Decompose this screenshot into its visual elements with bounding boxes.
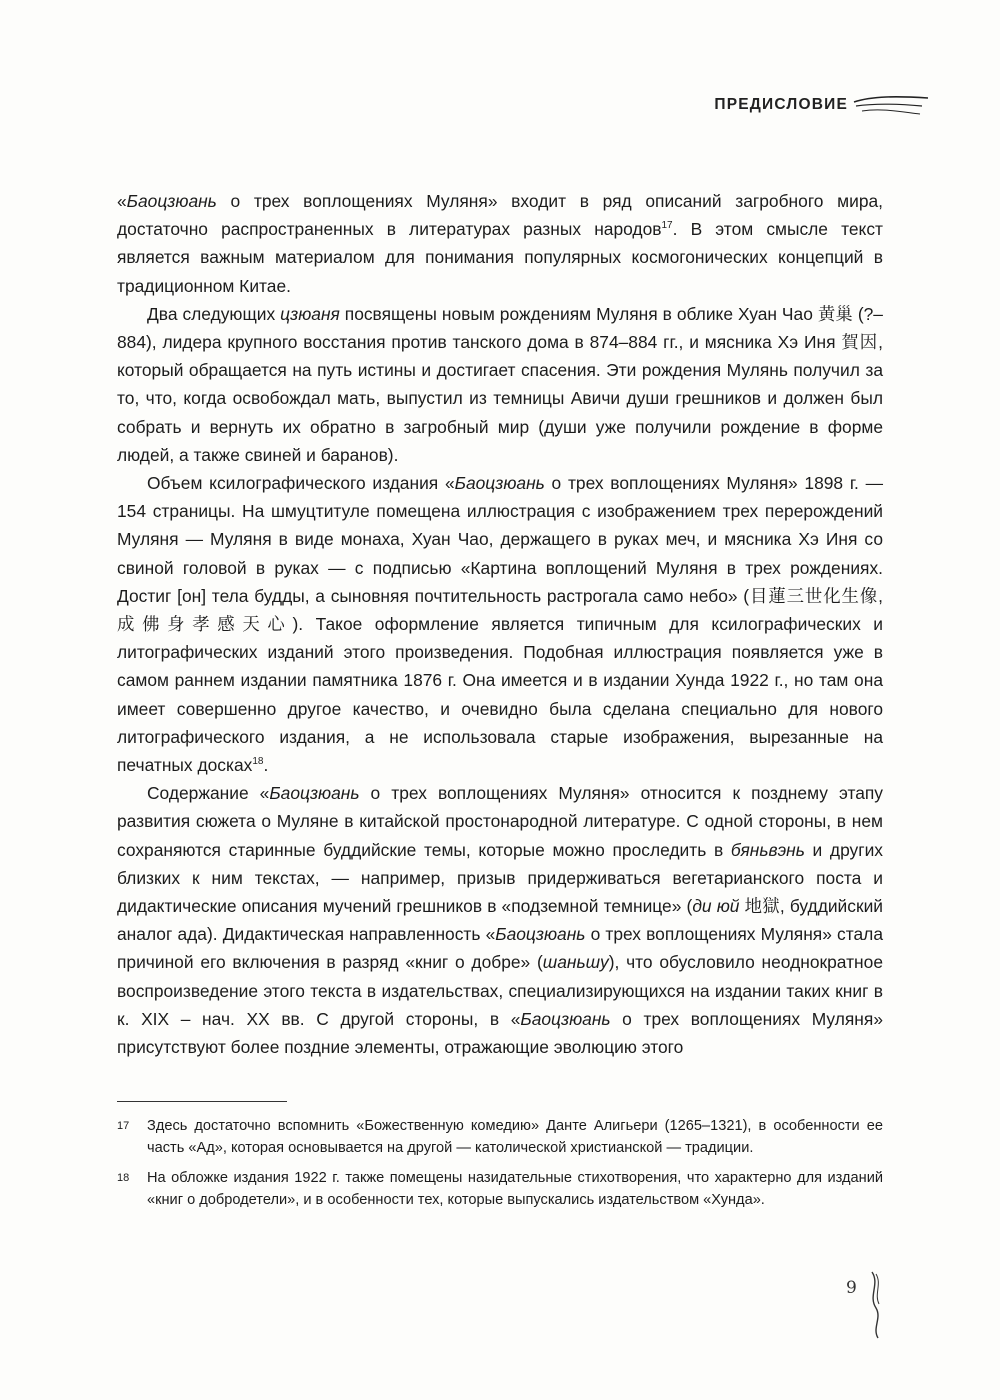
text-run: о трех воплощениях Муляня» 1898 г. — 154 страницы. На шмуцтитуле помещена иллюстрация с изображением трех перерождений Муляня — Муляня в виде монаха, Хуан Чао, держащего в руках меч, и мясника Хэ Иня со свиной головой в руках — с подписью «Картина воплощений Муляня в трех рождениях. Достиг [он] тела будды, а сыновняя почтительность растрогала само небо» (目蓮三世化生像, 成佛身孝感天心). Такое оформление является типичным для ксилографических и литографических изданий этого произведения. Подобная иллюстрация появляется уже в самом раннем издании памятника 1876 г. Она имеется и в издании Хунда 1922 г., но там она имеет совершенно другое качество, и очевидно была сделана специально для нового литографического издания, а не использовала старые изображения, вырезанные на печатных досках	[117, 473, 883, 776]
page-number-flourish-icon	[866, 1270, 884, 1340]
footnote-text: Здесь достаточно вспомнить «Божественную комедию» Данте Алигьери (1265–1321), в особенности ее часть «Ад», которая основывается на другой — католической христианской — традиции.	[147, 1118, 883, 1156]
italic-term: Баоцзюань	[495, 924, 586, 945]
text-run: о трех воплощениях Муляня» относится к позднему этапу развития сюжета о Муляне в китайской простонародной литературе. С одной стороны, в нем сохраняются старинные буддийские темы, которые можно проследить в	[117, 783, 884, 860]
footnote-text: На обложке издания 1922 г. также помещены назидательные стихотворения, что характерно для изданий «книг о добродетели», и в особенности тех, которые выпускались издательством «Хунда».	[147, 1170, 883, 1208]
running-header	[600, 92, 930, 122]
italic-term: Баоцзюань	[126, 191, 217, 211]
text-run: Содержание «	[147, 783, 270, 804]
text-run: о трех воплощениях Муляня» входит в ряд описаний загробного мира, достаточно распространенных в литературах разных народов	[117, 191, 883, 240]
text-run: «	[117, 191, 127, 211]
page-number: 9	[846, 1278, 857, 1298]
italic-term: Баоцзюань	[520, 1008, 611, 1029]
text-run: о трех воплощениях Муляня» стала причиной его включения в разряд «книг о добре» (	[117, 924, 883, 973]
running-header-title: ПРЕДИСЛОВИЕ	[714, 96, 848, 113]
text-run: о трех воплощениях Муляня» присутствуют более поздние элементы, отражающие эволюцию этого	[117, 1008, 883, 1058]
text-run: Два следующих	[147, 303, 281, 324]
paragraph	[117, 300, 883, 469]
paragraph	[117, 469, 883, 779]
italic-term: Баоцзюань	[454, 473, 545, 494]
footnote-ref: 17	[661, 220, 673, 232]
text-run: 地獄, буддийский аналог ада). Дидактическая направленность «	[117, 896, 884, 945]
italic-term: бяньвэнь	[730, 839, 805, 860]
footnote-18	[117, 1168, 883, 1211]
text-run: Объем ксилографического издания «	[147, 473, 455, 494]
footnote-divider	[117, 1101, 287, 1102]
footnote-number: 17	[117, 1120, 130, 1132]
footnote-number: 18	[117, 1172, 130, 1185]
italic-term: ди юй	[692, 896, 740, 917]
swash-ornament-icon	[852, 94, 930, 116]
text-run: .	[263, 755, 269, 776]
footnote-ref: 18	[252, 756, 264, 768]
text-run: . В этом смысле текст является важным материалом для понимания популярных космогонических концепций в традиционном Китае.	[117, 219, 884, 296]
text-run: ), что обусловило неоднократное воспроизведение этого текста в издательствах, специализирующихся на издании таких книг в к. XIX – нач. XX вв. С другой стороны, в «	[117, 952, 883, 1029]
paragraph	[117, 779, 883, 1061]
text-run: и других близких к ним текстах, — например, призыв придерживаться вегетарианского поста и дидактические описания мучений грешников в «подземной темнице» (	[117, 839, 883, 917]
main-text	[117, 187, 883, 1061]
italic-term: цзюаня	[280, 303, 340, 324]
text-run: посвящены новым рождениям Муляня в облике Хуан Чао 黄巢 (?–884), лидера крупного восстания против танского дома в 874–884 гг., и мясника Хэ Иня 賀因, который обращается на путь истины и достигает спасения. Эти рождения Мулянь получил за то, что, когда освобождал мать, выпустил из темницы Авичи души грешников и должен был собрать и вернуть их обратно в загробный мир (души уже получили рождение в форме людей, а также свиней и баранов).	[117, 303, 883, 465]
italic-term: шаньшу	[542, 952, 609, 973]
paragraph	[117, 187, 883, 300]
italic-term: Баоцзюань	[269, 783, 360, 804]
footnotes	[117, 1116, 883, 1220]
footnote-17	[117, 1116, 883, 1159]
